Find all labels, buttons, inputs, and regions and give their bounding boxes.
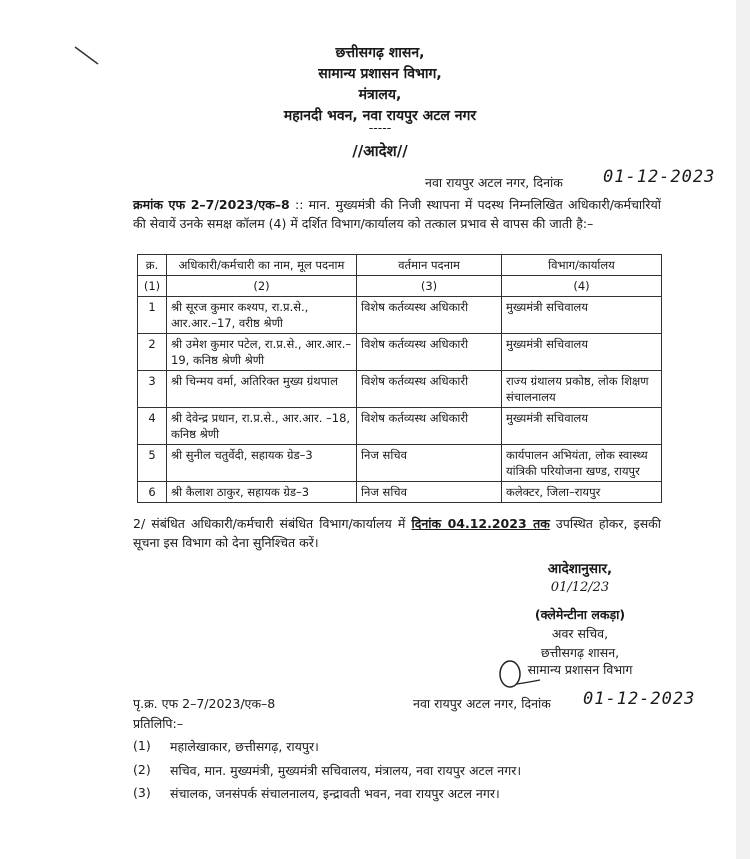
colnum: (1) xyxy=(138,276,167,297)
table-row xyxy=(138,482,662,503)
copy-label: प्रतिलिपि:– xyxy=(133,716,183,731)
table-row xyxy=(138,334,662,371)
cell-name: श्री सुनील चतुर्वेदी, सहायक ग्रेड–3 xyxy=(167,445,357,482)
copy-item-text: सचिव, मान. मुख्यमंत्री, मुख्यमंत्री सचिवालय, मंत्रालय, नवा रायपुर अटल नगर। xyxy=(170,762,522,778)
cell-serial: 2 xyxy=(138,334,167,371)
cell-department: मुख्यमंत्री सचिवालय xyxy=(502,334,662,371)
paragraph-2 xyxy=(133,514,661,552)
cell-name: श्री देवेन्द्र प्रधान, रा.प्र.से., आर.आर. –18, कनिष्ठ श्रेणी xyxy=(167,408,357,445)
cell-designation: विशेष कर्तव्यस्थ अधिकारी xyxy=(357,297,502,334)
cell-designation: निज सचिव xyxy=(357,445,502,482)
order-number: क्रमांक एफ 2–7/2023/एक–8 xyxy=(133,197,290,212)
table-colnum-row xyxy=(138,276,662,297)
colnum: (3) xyxy=(357,276,502,297)
paragraph-1-text: :: मान. मुख्यमंत्री की निजी स्थापना में पदस्थ निम्नलिखित अधिकारी/कर्मचारियों की सेवायें उनके समक्ष कॉलम (4) में दर्शित विभाग/कार्यालय को तत्काल प्रभाव से वापस की जाती है:– xyxy=(133,197,661,231)
copy-item-number: (2) xyxy=(133,761,151,777)
cell-name: श्री सूरज कुमार कश्यप, रा.प्र.से., आर.आर.–17, वरीष्ठ श्रेणी xyxy=(167,297,357,334)
header-line2: सामान्य प्रशासन विभाग, xyxy=(318,66,442,82)
cell-department: कार्यपालन अभियंता, लोक स्वास्थ्य यांत्रिकी परियोजना खण्ड, रायपुर xyxy=(502,445,662,482)
copy-item-number: (3) xyxy=(133,785,151,800)
cell-name: श्री चिन्मय वर्मा, अतिरिक्त मुख्य ग्रंथपाल xyxy=(167,371,357,408)
cell-department: मुख्यमंत्री सचिवालय xyxy=(502,297,662,334)
cell-designation: निज सचिव xyxy=(357,482,502,503)
colnum: (4) xyxy=(502,276,662,297)
signatory-dept: सामान्य प्रशासन विभाग xyxy=(527,662,633,677)
header-divider: ----- xyxy=(368,120,392,135)
cell-department: मुख्यमंत्री सचिवालय xyxy=(502,408,662,445)
copy-item-number: (1) xyxy=(133,738,151,753)
date-place: नवा रायपुर अटल नगर, दिनांक xyxy=(425,175,563,190)
table-row xyxy=(138,445,662,482)
cell-department: राज्य ग्रंथालय प्रकोष्ठ, लोक शिक्षण संचालनालय xyxy=(502,371,662,408)
cell-name: श्री कैलाश ठाकुर, सहायक ग्रेड–3 xyxy=(167,482,357,503)
cell-designation: विशेष कर्तव्यस्थ अधिकारी xyxy=(357,334,502,371)
signatory-name: (क्लेमेन्टीना लकड़ा) xyxy=(534,607,626,622)
header-line1: छत्तीसगढ़ शासन, xyxy=(335,45,425,61)
signature-handwritten: 01/12/23 xyxy=(550,580,610,595)
signatory-govt: छत्तीसगढ़ शासन, xyxy=(540,645,620,660)
paragraph-2-text2: उपस्थित होकर, इसकी सूचना इस विभाग को देना सुनिश्चित करें। xyxy=(133,516,662,550)
deadline-date: दिनांक 04.12.2023 तक xyxy=(411,516,550,531)
cell-serial: 3 xyxy=(138,371,167,408)
copy-item-text: संचालक, जनसंपर्क संचालनालय, इन्द्रावती भवन, नवा रायपुर अटल नगर। xyxy=(170,786,500,801)
header-serial: क्र. xyxy=(138,255,167,276)
cell-name: श्री उमेश कुमार पटेल, रा.प्र.से., आर.आर.–19, कनिष्ठ श्रेणी श्रेणी xyxy=(167,334,357,371)
copy-ref: पृ.क्र. एफ 2–7/2023/एक–8 xyxy=(133,696,276,711)
order-title: //आदेश// xyxy=(352,142,408,160)
cell-serial: 1 xyxy=(138,297,167,334)
cell-department: कलेक्टर, जिला–रायपुर xyxy=(502,482,662,503)
copy-place: नवा रायपुर अटल नगर, दिनांक xyxy=(413,696,551,711)
header-line4: महानदी भवन, नवा रायपुर अटल नगर xyxy=(283,108,477,124)
colnum: (2) xyxy=(167,276,357,297)
table-row xyxy=(138,408,662,445)
transfer-table xyxy=(137,254,662,503)
paragraph-2-text: संबंधित अधिकारी/कर्मचारी संबंधित विभाग/कार्यालय में xyxy=(145,516,412,531)
header-line3: मंत्रालय, xyxy=(358,87,402,103)
initial-mark xyxy=(495,656,545,692)
by-order: आदेशानुसार, xyxy=(547,561,613,577)
header-department: विभाग/कार्यालय xyxy=(502,255,662,276)
cell-serial: 5 xyxy=(138,445,167,482)
paragraph-2-number: 2/ xyxy=(133,516,146,531)
table-row xyxy=(138,371,662,408)
header-designation: वर्तमान पदनाम xyxy=(357,255,502,276)
paragraph-1 xyxy=(133,195,661,233)
signatory-designation: अवर सचिव, xyxy=(551,626,609,641)
cell-designation: विशेष कर्तव्यस्थ अधिकारी xyxy=(357,408,502,445)
cell-designation: विशेष कर्तव्यस्थ अधिकारी xyxy=(357,371,502,408)
cell-serial: 4 xyxy=(138,408,167,445)
cell-serial: 6 xyxy=(138,482,167,503)
copy-item-text: महालेखाकार, छत्तीसगढ़, रायपुर। xyxy=(170,739,319,754)
table-header-row xyxy=(138,255,662,276)
copy-date-handwritten: 01-12-2023 xyxy=(583,689,696,709)
header-name: अधिकारी/कर्मचारी का नाम, मूल पदनाम xyxy=(167,255,357,276)
date-handwritten: 01-12-2023 xyxy=(603,167,716,187)
table-row xyxy=(138,297,662,334)
